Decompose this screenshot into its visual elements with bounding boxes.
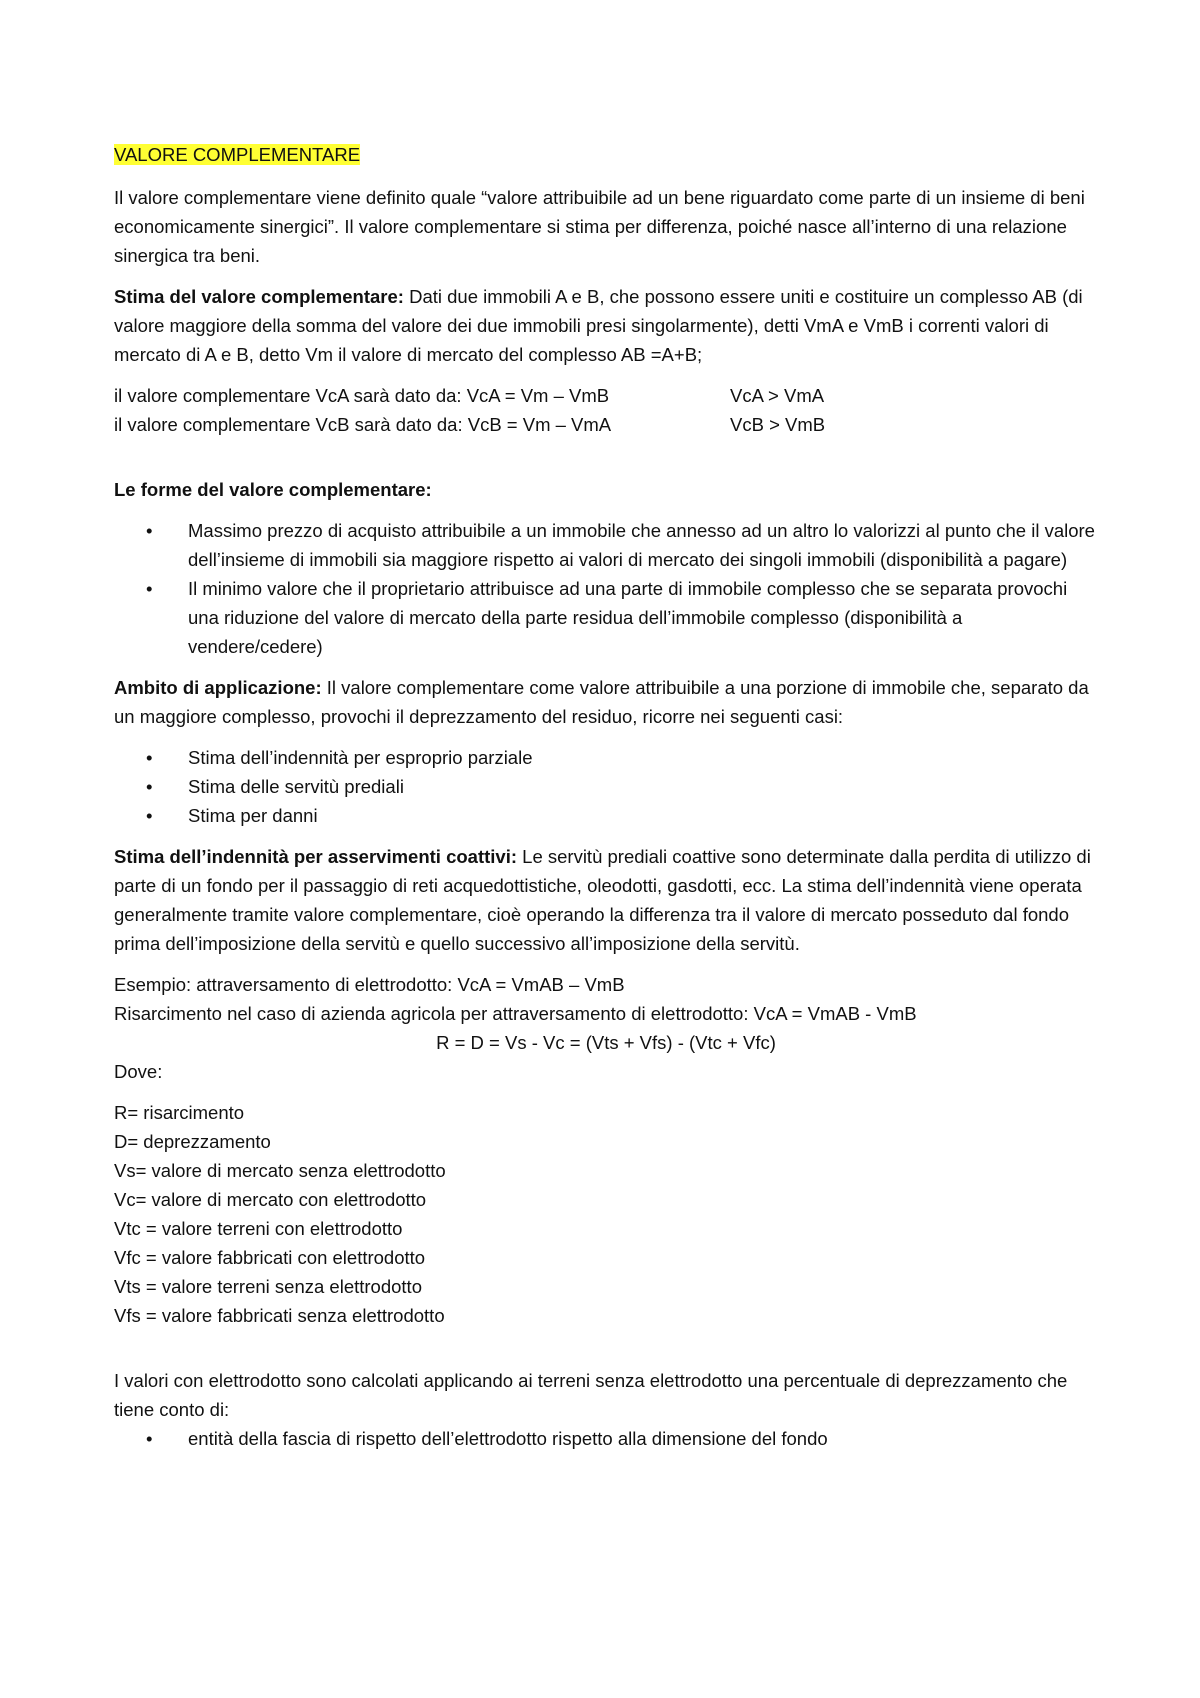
list-item-text: entità della fascia di rispetto dell’elettrodotto rispetto alla dimensione del fondo [188, 1428, 828, 1449]
ambito-list [114, 743, 1098, 830]
conclusion-list [114, 1424, 1098, 1453]
bullet-icon: • [146, 776, 153, 797]
list-item [146, 574, 1098, 661]
esempio-line-2: Risarcimento nel caso di azienda agricola per attraversamento di elettrodotto: VcA = VmAB - VmB [114, 1003, 917, 1024]
list-item [146, 772, 1098, 801]
bullet-icon: • [146, 1428, 153, 1449]
esempio-formula: R = D = Vs - Vc = (Vts + Vfs) - (Vtc + Vfc) [436, 1032, 776, 1053]
asservimenti-paragraph [114, 842, 1098, 958]
esempio-block [114, 970, 1098, 1086]
list-item-text: Stima per danni [188, 805, 318, 826]
forme-heading [114, 475, 1098, 504]
stima-label: Stima del valore complementare: [114, 286, 404, 307]
definition-line: R= risarcimento [114, 1102, 245, 1123]
esempio-dove: Dove: [114, 1061, 163, 1082]
formula-vcb: il valore complementare VcB sarà dato da: VcB = Vm – VmA [114, 414, 612, 435]
forme-list [114, 516, 1098, 661]
definition-line: Vfc = valore fabbricati con elettrodotto [114, 1247, 426, 1268]
stima-text: Dati due immobili A e B, che possono essere uniti e costituire un complesso AB (di valore maggiore della somma del valore dei due immobili presi singolarmente), detti VmA e VmB i correnti valori di mercato di A e B, detto Vm il valore di mercato del complesso AB =A+B; [114, 286, 1083, 365]
list-item-text: Il minimo valore che il proprietario attribuisce ad una parte di immobile complesso che se separata provochi una riduzione del valore di mercato della parte residua dell’immobile complesso (disponibilità a vendere/cedere) [188, 578, 1068, 657]
forme-heading-text: Le forme del valore complementare: [114, 479, 432, 500]
definition-line: Vfs = valore fabbricati senza elettrodotto [114, 1305, 445, 1326]
definition-line: Vs= valore di mercato senza elettrodotto [114, 1160, 446, 1181]
conclusion-paragraph: I valori con elettrodotto sono calcolati applicando ai terreni senza elettrodotto una percentuale di deprezzamento che tiene conto di: [114, 1370, 1068, 1420]
formula-vca: il valore complementare VcA sarà dato da: VcA = Vm – VmB [114, 385, 610, 406]
formula-vcb-cond: VcB > VmB [730, 414, 826, 435]
definition-line: D= deprezzamento [114, 1131, 271, 1152]
ambito-text: Il valore complementare come valore attribuibile a una porzione di immobile che, separato da un maggiore complesso, provochi il deprezzamento del residuo, ricorre nei seguenti casi: [114, 677, 1089, 727]
asservimenti-label: Stima dell’indennità per asservimenti coattivi: [114, 846, 518, 867]
list-item [146, 801, 1098, 830]
bullet-icon: • [146, 520, 153, 541]
definition-line: Vc= valore di mercato con elettrodotto [114, 1189, 427, 1210]
highlighted-title: VALORE COMPLEMENTARE [114, 144, 361, 165]
list-item-text: Massimo prezzo di acquisto attribuibile a un immobile che annesso ad un altro lo valorizzi al punto che il valore dell’insieme di immobili sia maggiore rispetto ai valori di mercato dei singoli immobili (disponibilità a pagare) [188, 520, 1095, 570]
list-item [146, 1424, 1098, 1453]
bullet-icon: • [146, 747, 153, 768]
document-page [114, 140, 1098, 1453]
intro-paragraph: Il valore complementare viene definito quale “valore attribuibile ad un bene riguardato come parte di un insieme di beni economicamente sinergici”. Il valore complementare si stima per differenza, poiché nasce all’interno di una relazione sinergica tra beni. [114, 187, 1085, 266]
ambito-label: Ambito di applicazione: [114, 677, 322, 698]
list-item [146, 516, 1098, 574]
esempio-line-1: Esempio: attraversamento di elettrodotto: VcA = VmAB – VmB [114, 974, 625, 995]
formulas-block [114, 381, 1098, 439]
bullet-icon: • [146, 578, 153, 599]
list-item-text: Stima delle servitù prediali [188, 776, 404, 797]
list-item [146, 743, 1098, 772]
definition-line: Vts = valore terreni senza elettrodotto [114, 1276, 422, 1297]
definition-line: Vtc = valore terreni con elettrodotto [114, 1218, 403, 1239]
document-title [114, 140, 1098, 169]
asservimenti-text: Le servitù prediali coattive sono determinate dalla perdita di utilizzo di parte di un fondo per il passaggio di reti acquedottistiche, oleodotti, gasdotti, ecc. La stima dell’indennità viene operata generalmente tramite valore complementare, cioè operando la differenza tra il valore di mercato posseduto dal fondo prima dell’imposizione della servitù e quello successivo all’imposizione della servitù. [114, 846, 1091, 954]
list-item-text: Stima dell’indennità per esproprio parziale [188, 747, 533, 768]
definitions-block [114, 1098, 1098, 1330]
ambito-paragraph [114, 673, 1098, 731]
stima-paragraph [114, 282, 1098, 369]
formula-vca-cond: VcA > VmA [730, 385, 825, 406]
bullet-icon: • [146, 805, 153, 826]
